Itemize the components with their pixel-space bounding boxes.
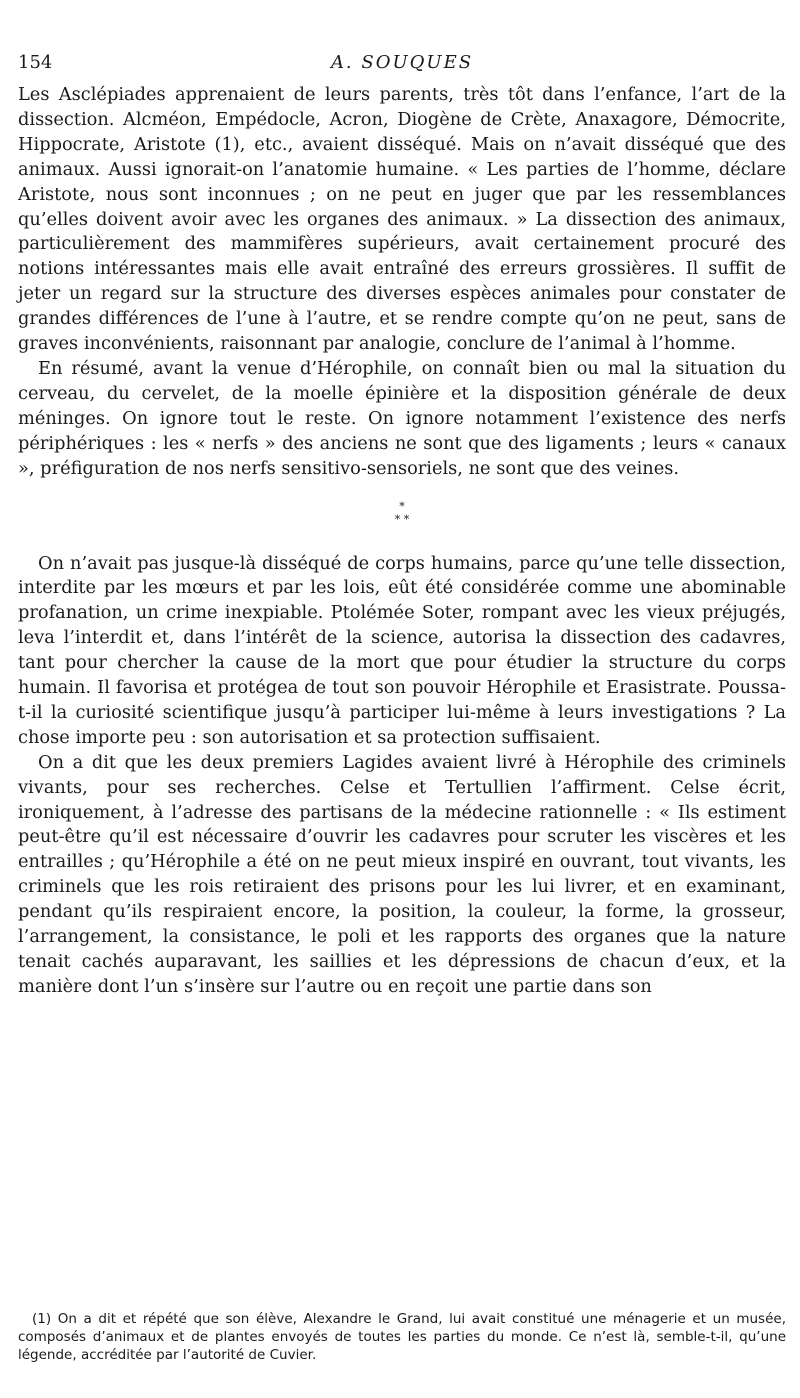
paragraph-3: On n’avait pas jusque-là disséqué de corps humains, parce qu’une telle dissection, interdite par les mœurs et par les lois, eût été considérée comme une abominable profanation, un crime inexpiable. Ptolémée Soter, rompant avec les vieux préjugés, leva l’interdit et, dans l’intérêt de la science, autorisa la dissection des cadavres, tant pour chercher la cause de la mort que pour étudier la structure du corps humain. Il favorisa et protégea de tout son pouvoir Hérophile et Erasistrate. Poussa-t-il la curiosité scientifique jusqu’à participer lui-même à leurs investigations ? La chose importe peu : son autorisation et sa protection suffisaient.: [18, 552, 786, 748]
section-break: [18, 500, 786, 526]
running-head: A. SOUQUES: [330, 52, 474, 73]
footnote-marker: (1): [32, 1311, 58, 1327]
page-header: [18, 52, 786, 76]
footnote: [18, 1310, 786, 1364]
section-break-bottom-stars: * *: [394, 512, 410, 526]
section-break-top-star: *: [399, 499, 405, 513]
paragraph-1: Les Asclépiades apprenaient de leurs parents, très tôt dans l’enfance, l’art de la dissection. Alcméon, Empédocle, Acron, Diogène de Crète, Anaxagore, Démocrite, Hippocrate, Aristote (1), etc., avaient disséqué. Mais on n’avait disséqué que des animaux. Aussi ignorait-on l’anatomie humaine. « Les parties de l’homme, déclare Aristote, nous sont inconnues ; on ne peut en juger que par les ressemblances qu’elles doivent avoir avec les organes des animaux. » La dissection des animaux, particulièrement des mammifères supérieurs, avait certainement procuré des notions intéressantes mais elle avait entraîné des erreurs grossières. Il suffit de jeter un regard sur la structure des diverses espèces animales pour constater de grandes différences de l’une à l’autre, et se rendre compte qu’on ne peut, sans de graves inconvénients, raisonnant par analogie, conclure de l’animal à l’homme.: [18, 84, 786, 355]
paragraph-2: En résumé, avant la venue d’Hérophile, on connaît bien ou mal la situation du cerveau, du cervelet, de la moelle épinière et la disposition générale de deux méninges. On ignore tout le reste. On ignore notamment l’existence des nerfs périphériques : les « nerfs » des anciens ne sont que des ligaments ; leurs « canaux », préfiguration de nos nerfs sensitivo-sensoriels, ne sont que des veines.: [18, 357, 786, 479]
main-text: [18, 83, 786, 1000]
footnote-text: On a dit et répété que son élève, Alexandre le Grand, lui avait constitué une ménagerie et un musée, composés d’animaux et de plantes envoyés de toutes les parties du monde. Ce n’est là, semble-t-il, qu’une légende, accréditée par l’autorité de Cuvier.: [18, 1311, 786, 1363]
paragraph-4: On a dit que les deux premiers Lagides avaient livré à Hérophile des criminels vivants, pour ses recherches. Celse et Tertullien l’affirment. Celse écrit, ironiquement, à l’adresse des partisans de la médecine rationnelle : « Ils estiment peut-être qu’il est nécessaire d’ouvrir les cadavres pour scruter les viscères et les entrailles ; qu’Hérophile a été on ne peut mieux inspiré en ouvrant, tout vivants, les criminels que les rois retiraient des prisons pour les lui livrer, et en examinant, pendant qu’ils respiraient encore, la position, la couleur, la forme, la grosseur, l’arrangement, la consistance, le poli et les rapports des organes que la nature tenait cachés auparavant, les saillies et les dépressions de chacun d’eux, et la manière dont l’un s’insère sur l’autre ou en reçoit une partie dans son: [18, 751, 786, 997]
page-number: 154: [18, 52, 53, 73]
